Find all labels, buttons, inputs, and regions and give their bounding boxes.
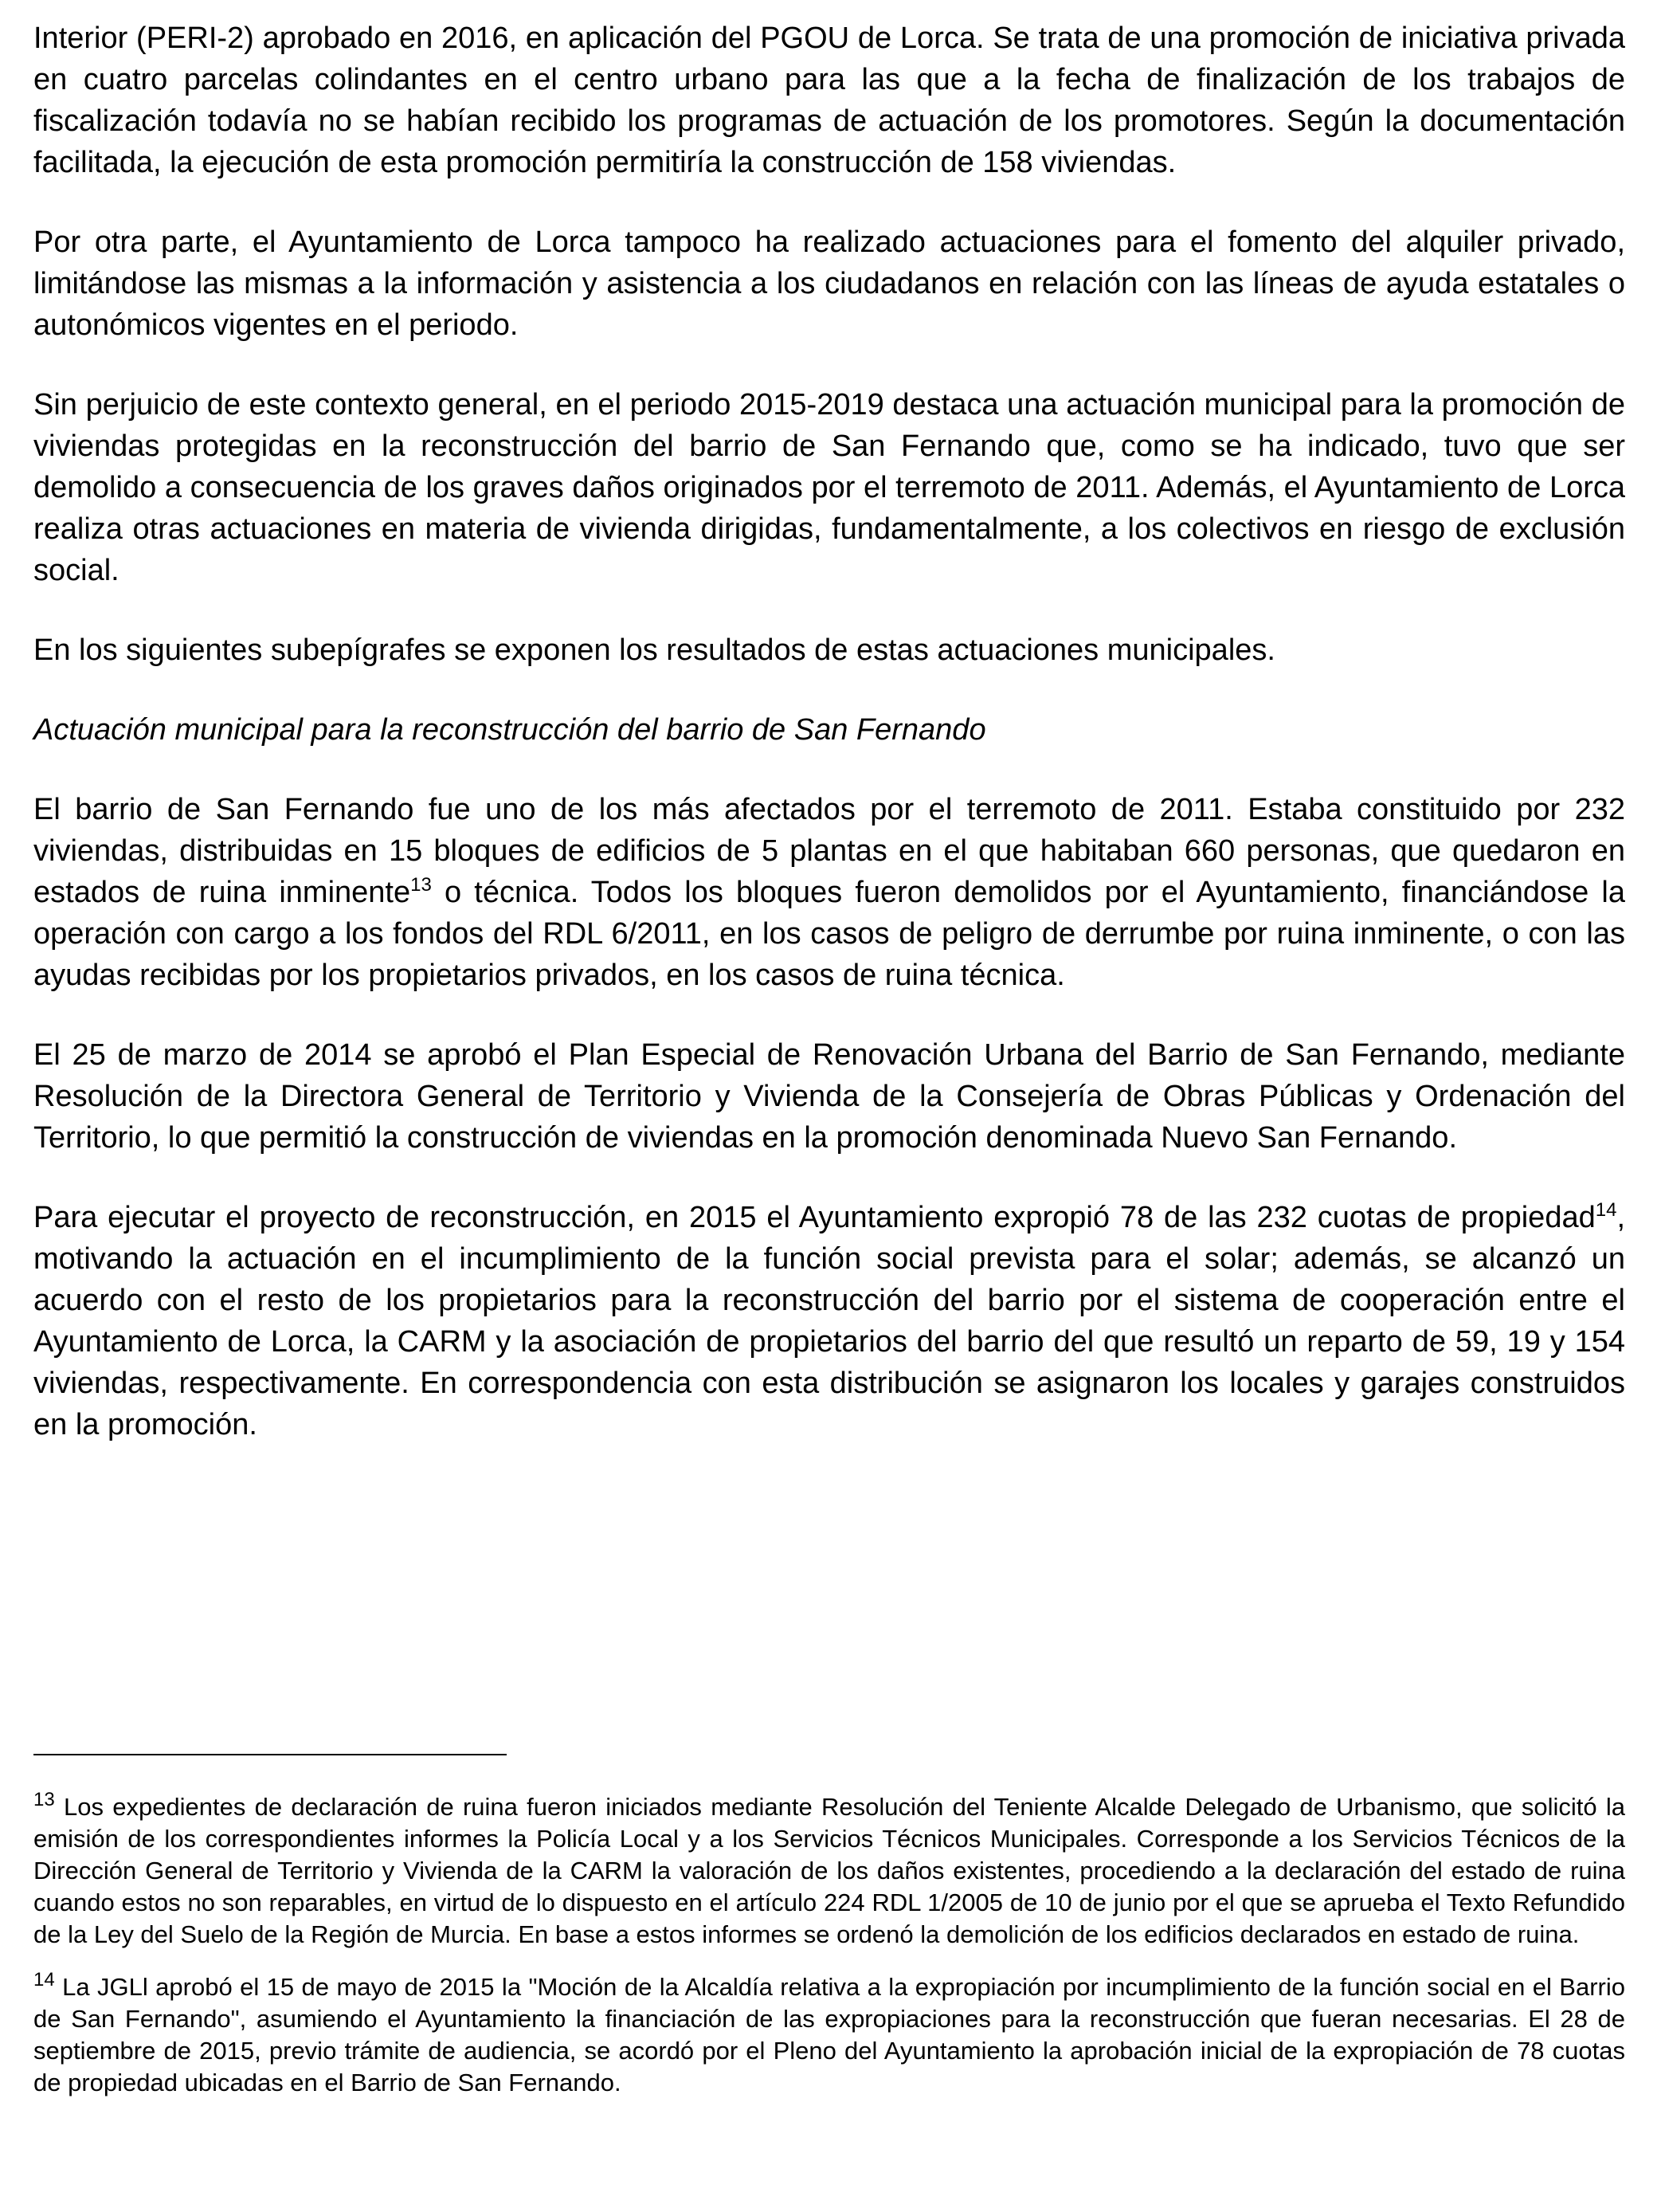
paragraph-peri2: Interior (PERI-2) aprobado en 2016, en aplicación del PGOU de Lorca. Se trata de una promoción de iniciativa privada en cuatro parcelas colindantes en el centro urbano para las que a la fecha de finalización de los trabajos de fiscalización todavía no se habían recibido los programas de actuación de los promotores. Según la documentación facilitada, la ejecución de esta promoción permitiría la construcción de 158 viviendas. <box>33 22 1625 179</box>
paragraph-contexto-general: Sin perjuicio de este contexto general, en el periodo 2015-2019 destaca una actuación municipal para la promoción de viviendas protegidas en la reconstrucción del barrio de San Fernando que, como se ha indicado, tuvo que ser demolido a consecuencia de los graves daños originados por el terremoto de 2011. Además, el Ayuntamiento de Lorca realiza otras actuaciones en materia de vivienda dirigidas, fundamentalmente, a los colectivos en riesgo de exclusión social. <box>33 388 1625 587</box>
footnotes-section <box>33 1791 1625 2120</box>
paragraph-plan-especial: El 25 de marzo de 2014 se aprobó el Plan Especial de Renovación Urbana del Barrio de San Fernando, mediante Resolución de la Directora General de Territorio y Vivienda de la Consejería de Obras Públicas y Ordenación del Territorio, lo que permitió la construcción de viviendas en la promoción denominada Nuevo San Fernando. <box>33 1038 1625 1155</box>
paragraph-subepigrafes: En los siguientes subepígrafes se exponen los resultados de estas actuaciones municipales. <box>33 633 1275 667</box>
footnote-text: La JGLl aprobó el 15 de mayo de 2015 la "Moción de la Alcaldía relativa a la expropiación por incumplimiento de la función social en el Barrio de San Fernando", asumiendo el Ayuntamiento la financiación de las expropiaciones para la reconstrucción que fueran necesarias. El 28 de septiembre de 2015, previo trámite de audiencia, se acordó por el Pleno del Ayuntamiento la aprobación inicial de la expropiación de 78 cuotas de propiedad ubicadas en el Barrio de San Fernando. <box>33 1973 1625 2096</box>
footnote-text: Los expedientes de declaración de ruina fueron iniciados mediante Resolución del Teniente Alcalde Delegado de Urbanismo, que solicitó la emisión de los correspondientes informes la Policía Local y a los Servicios Técnicos Municipales. Corresponde a los Servicios Técnicos de la Dirección General de Territorio y Vivienda de la CARM la valoración de los daños existentes, procediendo a la declaración del estado de ruina cuando estos no son reparables, en virtud de lo dispuesto en el artículo 224 RDL 1/2005 de 10 de junio por el que se aprueba el Texto Refundido de la Ley del Suelo de la Región de Murcia. En base a estos informes se ordenó la demolición de los edificios declarados en estado de ruina. <box>33 1793 1625 1948</box>
paragraph-text-part: o técnica. Todos los bloques fueron demolidos por el Ayuntamiento, financiándose la operación con cargo a los fondos del RDL 6/2011, en los casos de peligro de derrumbe por ruina inminente, o con las ayudas recibidas por los propietarios privados, en los casos de ruina técnica. <box>33 876 1625 992</box>
paragraph-barrio-san-fernando <box>33 789 1625 996</box>
footnote-ref-13[interactable]: 13 <box>410 874 432 896</box>
paragraph-text-part: , motivando la actuación en el incumplimiento de la función social prevista para el solar; además, se alcanzó un acuerdo con el resto de los propietarios para la reconstrucción del barrio por el sistema de cooperación entre el Ayuntamiento de Lorca, la CARM y la asociación de propietarios del barrio del que resultó un reparto de 59, 19 y 154 viviendas, respectivamente. En correspondencia con esta distribución se asignaron los locales y garajes construidos en la promoción. <box>33 1201 1625 1441</box>
paragraph-expropiacion <box>33 1197 1625 1445</box>
footnote-separator <box>33 1754 507 1755</box>
paragraph-alquiler-privado: Por otra parte, el Ayuntamiento de Lorca tampoco ha realizado actuaciones para el fomento del alquiler privado, limitándose las mismas a la información y asistencia a los ciudadanos en relación con las líneas de ayuda estatales o autonómicos vigentes en el periodo. <box>33 226 1625 342</box>
document-body <box>33 18 1625 1484</box>
paragraph-text-part: Para ejecutar el proyecto de reconstrucción, en 2015 el Ayuntamiento expropió 78 de las 232 cuotas de propiedad <box>33 1201 1596 1234</box>
footnote-ref-14[interactable]: 14 <box>1595 1199 1617 1221</box>
footnote-14 <box>33 1971 1625 2099</box>
footnote-13 <box>33 1791 1625 1951</box>
footnote-number: 14 <box>33 1969 55 1990</box>
paragraph-text-part: El barrio de San Fernando fue uno de los más afectados por el terremoto de 2011. Estaba constituido por 232 viviendas, distribuidas en 15 bloques de edificios de 5 plantas en el que habitaban 660 personas, que quedaron en estados de ruina inminente <box>33 793 1625 909</box>
section-heading: Actuación municipal para la reconstrucción del barrio de San Fernando <box>33 713 986 747</box>
footnote-number: 13 <box>33 1789 55 1810</box>
